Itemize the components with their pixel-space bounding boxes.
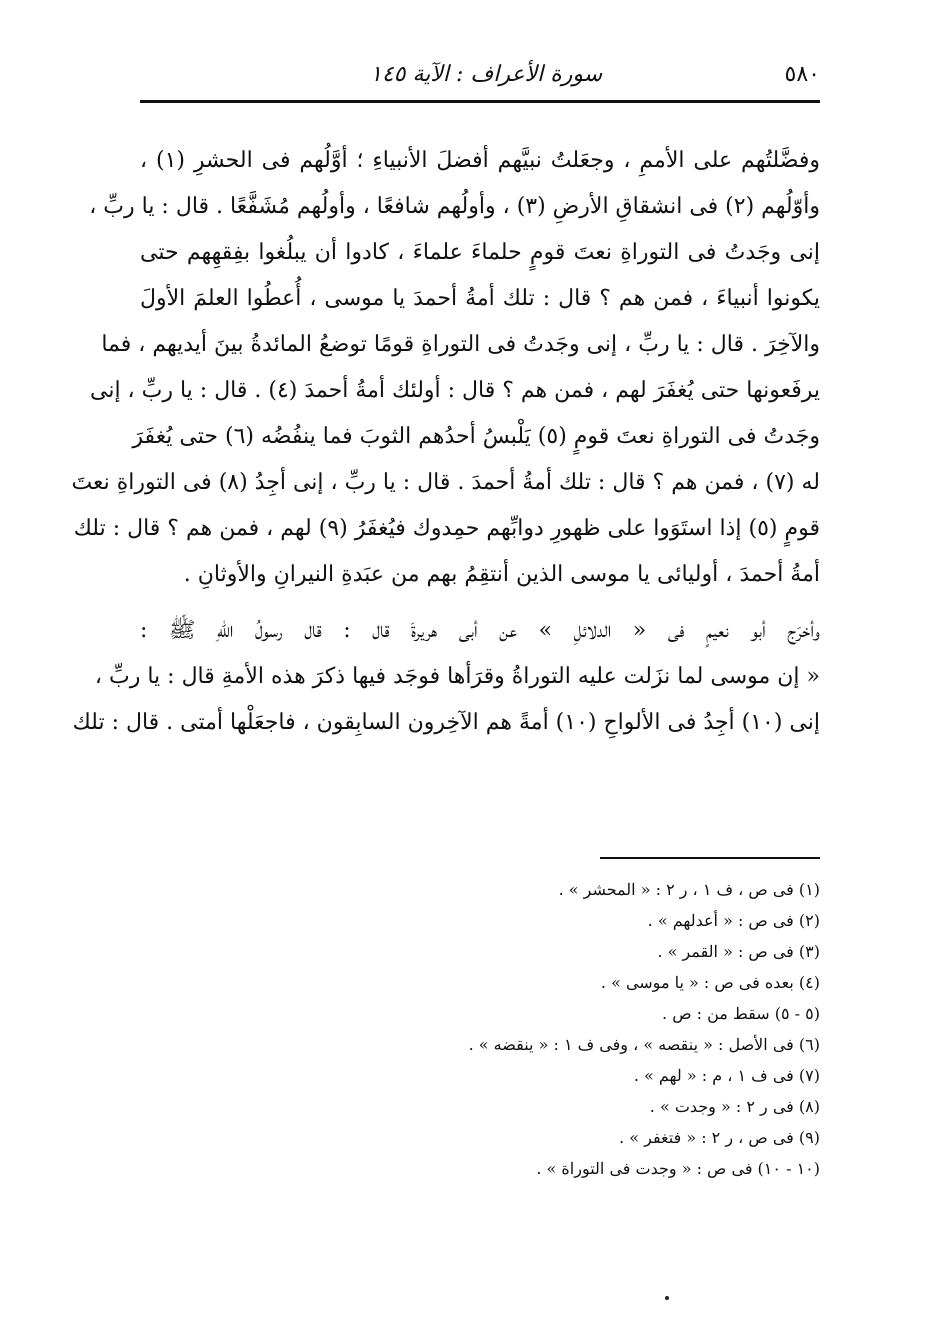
text-line: أمةُ أحمدَ ، أوليائى يا موسى الذين أنتقِمُ بهم من عبَدةِ النيرانِ والأوثانِ .	[183, 562, 820, 587]
text-line: وأوّلُهم (٢) فى انشقاقِ الأرضِ (٣) ، وأولُهم شافعًا ، وأولُهم مُشَفَّعًا . قال : يا ربِّ ،	[89, 194, 820, 219]
text-line: وأخرَج أبو نعيمٍ فى « الدلائلِ » عن أبى هريرةَ قال : قال رسولُ اللهِ ﷺ :	[140, 618, 820, 643]
text-line: قومٍ (٥) إذا استَوَوا على ظهورِ دوابِّهم حمِدوك فيُغفَرُ (٩) لهم ، فمن هم ؟ قال : تلك	[73, 516, 820, 541]
footnote: (١٠ - ١٠) فى ص : « وجدت فى التوراة » .	[536, 1159, 820, 1178]
footnote: (٩) فى ص ، ر ٢ : « فتغفر » .	[619, 1128, 820, 1147]
footnote: (٧) فى ف ١ ، م : « لهم » .	[633, 1066, 820, 1085]
footnote: (٦) فى الأصل : « ينقصه » ، وفى ف ١ : « ينقضه » .	[468, 1035, 820, 1054]
text-line: إنى وجَدتُ فى التوراةِ نعتَ قومٍ حلماءَ علماءَ ، كادوا أن يبلُغوا بفِقهِهم حتى	[140, 240, 820, 265]
footnotes	[140, 874, 820, 1184]
running-title: سورة الأعراف : الآية ١٤٥	[370, 62, 603, 87]
header-rule	[140, 100, 820, 103]
footnote: (٤) بعده فى ص : « يا موسى » .	[600, 973, 820, 992]
text-line: إنى (١٠) أجِدُ فى الألواحِ (١٠) أمةً هم الآخِرون السابِقون ، فاجعَلْها أمتى . قال : تلك	[72, 710, 820, 735]
footnote-rule	[600, 857, 820, 859]
text-line: وجَدتُ فى التوراةِ نعتَ قومٍ (٥) يَلْبسُ أحدُهم الثوبَ فما ينفُضُه (٦) حتى يُغفَرَ	[132, 424, 820, 449]
text-line: وفضَّلتُهم على الأممِ ، وجعَلتُ نبيَّهم أفضلَ الأنبياءِ ؛ أوَّلُهم فى الحشرِ (١) ،	[140, 148, 820, 173]
footnote: (٢) فى ص : « أعدلهم » .	[647, 911, 820, 930]
page-header	[140, 58, 820, 98]
footnote: (١) فى ص ، ف ١ ، ر ٢ : « المحشر » .	[558, 880, 820, 899]
text-line: يرفَعونها حتى يُغفَرَ لهم ، فمن هم ؟ قال : أولئك أمةُ أحمدَ (٤) . قال : يا ربِّ ، إنى	[89, 378, 820, 403]
footnote: (٣) فى ص : « القمر » .	[657, 942, 820, 961]
page-number: ٥٨٠	[784, 62, 820, 87]
text-line: « إن موسى لما نزَلت عليه التوراةُ وقرَأها فوجَد فيها ذكرَ هذه الأمةِ قال : يا ربِّ ،	[94, 664, 820, 689]
footnote: (٥ - ٥) سقط من : ص .	[662, 1004, 820, 1023]
paragraph-gap	[140, 598, 820, 608]
text-line: يكونوا أنبياءَ ، فمن هم ؟ قال : تلك أمةُ أحمدَ يا موسى ، أُعطُوا العلمَ الأولَ	[140, 286, 820, 311]
footnote: (٨) فى ر ٢ : « وجدت » .	[649, 1097, 820, 1116]
page-dot	[665, 1296, 669, 1300]
main-text	[71, 138, 820, 746]
text-line: له (٧) ، فمن هم ؟ قال : تلك أمةُ أحمدَ . قال : يا ربِّ ، إنى أجِدُ (٨) فى التوراةِ نعتَ	[71, 470, 820, 495]
text-line: والآخِرَ . قال : يا ربِّ ، إنى وجَدتُ فى التوراةِ قومًا توضعُ المائدةُ بينَ أيديهم ، فما	[101, 332, 820, 357]
